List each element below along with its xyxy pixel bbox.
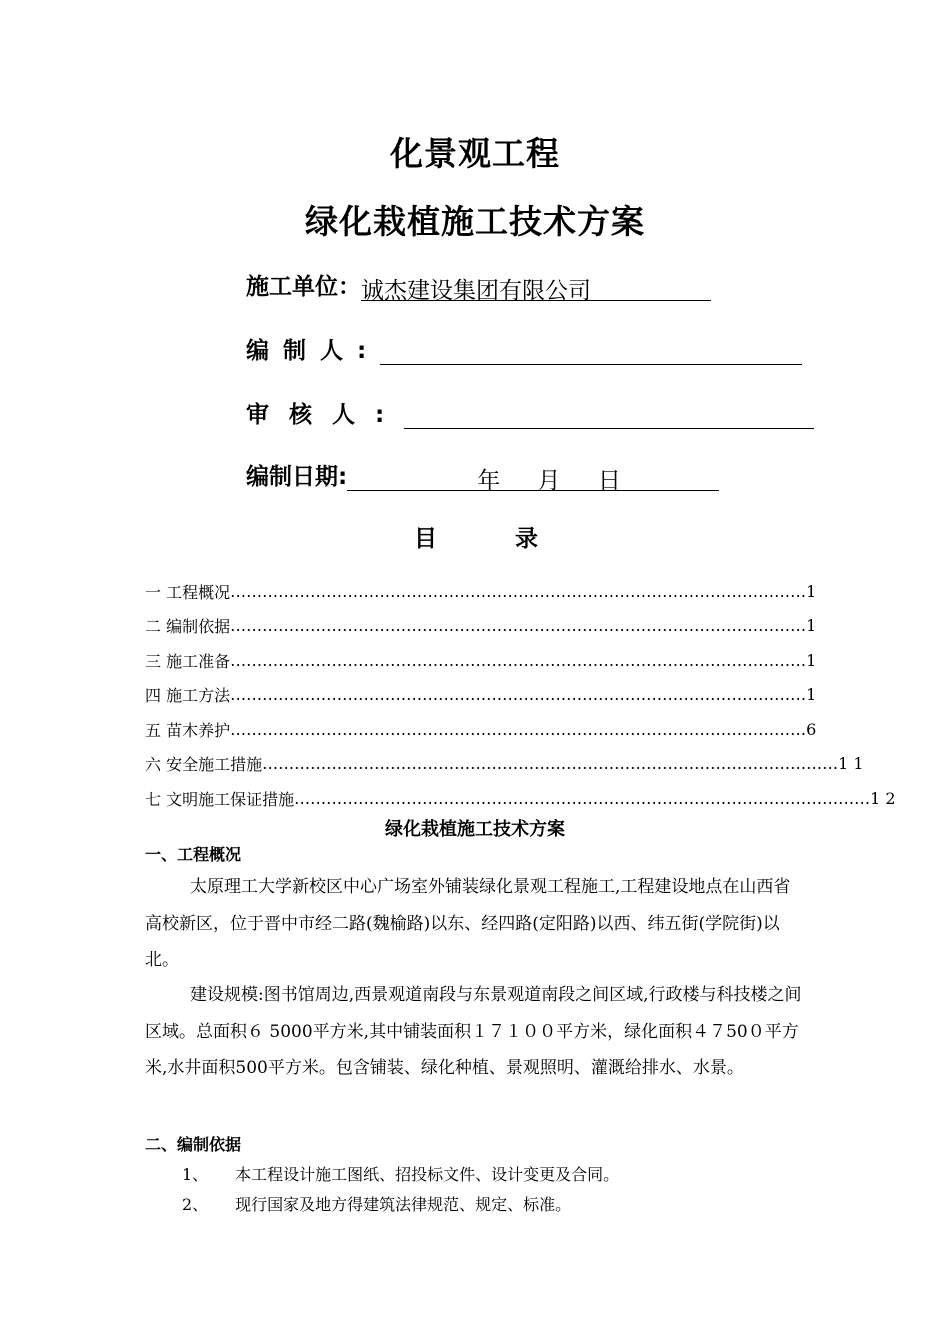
- reviewer-label: 审核人:: [246, 402, 405, 428]
- toc-item-page: 1: [806, 616, 817, 636]
- date-underline: [347, 462, 719, 494]
- section2-list-item: [182, 1162, 619, 1185]
- field-author: [246, 332, 802, 365]
- toc-leader-dots: ………………………………………………………………………………………………: [230, 616, 807, 636]
- toc-item-page: 6: [806, 719, 817, 739]
- section1-paragraph1: 太原理工大学新校区中心广场室外铺装绿化景观工程施工,工程建设地点在山西省高校新区，位于晋中市经二路(魏榆路)以东、经四路(定阳路)以西、纬五街(学院街)以北。: [145, 877, 791, 970]
- field-construction-unit: [246, 268, 711, 304]
- field-reviewer: [246, 396, 814, 429]
- list-item-text: 本工程设计施工图纸、招投标文件、设计变更及合同。: [235, 1165, 620, 1184]
- toc-item[interactable]: [145, 574, 817, 609]
- toc-leader-dots: ………………………………………………………………………………………………: [230, 581, 807, 601]
- toc-item[interactable]: [145, 609, 817, 644]
- unit-value: 诚杰建设集团有限公司: [361, 272, 711, 301]
- author-underline: [380, 336, 802, 365]
- toc-item[interactable]: [145, 643, 817, 678]
- toc-leader-dots: ………………………………………………………………………………………………: [262, 754, 839, 774]
- section2-heading: 二、编制依据: [145, 1135, 242, 1154]
- unit-label: 施工单位：: [246, 274, 361, 300]
- toc-item-page: 1: [806, 685, 817, 705]
- date-day: 日: [597, 468, 621, 494]
- author-label: 编制人:: [246, 338, 381, 364]
- field-date: [246, 458, 719, 494]
- body-main-heading: 绿化栽植施工技术方案: [385, 819, 565, 840]
- date-year: 年: [477, 468, 501, 494]
- toc-leader-dots: ………………………………………………………………………………………………: [230, 650, 807, 670]
- toc-item[interactable]: [145, 781, 896, 816]
- toc-leader-dots: ………………………………………………………………………………………………: [230, 685, 807, 705]
- list-item-number: 1、: [182, 1165, 209, 1184]
- toc-item-label: 三 施工准备: [145, 651, 231, 671]
- toc-item-label: 四 施工方法: [145, 686, 231, 706]
- toc-item[interactable]: [145, 747, 864, 782]
- toc-item[interactable]: [145, 712, 817, 747]
- toc-title: [414, 520, 538, 553]
- toc-item-label: 五 苗木养护: [145, 720, 231, 740]
- date-label: 编制日期:: [246, 464, 348, 490]
- toc-item-label: 一 工程概况: [145, 582, 231, 602]
- toc-leader-dots: ………………………………………………………………………………………………: [294, 788, 871, 808]
- toc-list: [145, 574, 896, 816]
- section2-list-item: [182, 1192, 571, 1215]
- section1-paragraph2: 建设规模:图书馆周边,西景观道南段与东景观道南段之间区域,行政楼与科技楼之间区域。总面积６ 5000平方米,其中铺装面积１７１００平方米，绿化面积４７50０平方米,水井面积500平方米。包含铺装、绿化种植、景观照明、灌溉给排水、水景。: [145, 985, 802, 1078]
- toc-item-page: 1 1: [838, 754, 864, 774]
- section1-heading: 一、工程概况: [145, 845, 242, 864]
- toc-item-page: 1: [806, 581, 817, 601]
- cover-title-line2: 绿化栽植施工技术方案: [305, 202, 645, 241]
- toc-item[interactable]: [145, 678, 817, 713]
- list-item-number: 2、: [182, 1195, 209, 1214]
- toc-item-label: 七 文明施工保证措施: [145, 789, 295, 809]
- cover-title-line1: 化景观工程: [390, 134, 560, 173]
- toc-item-label: 二 编制依据: [145, 617, 231, 637]
- toc-item-page: 1: [806, 650, 817, 670]
- date-month: 月: [537, 468, 561, 494]
- reviewer-underline: [404, 400, 814, 429]
- toc-title-b: 录: [515, 526, 539, 552]
- toc-item-page: 1 2: [870, 788, 896, 808]
- toc-leader-dots: ………………………………………………………………………………………………: [230, 719, 807, 739]
- toc-item-label: 六 安全施工措施: [145, 755, 263, 775]
- toc-title-a: 目: [414, 526, 437, 552]
- list-item-text: 现行国家及地方得建筑法律规范、规定、标准。: [235, 1195, 572, 1214]
